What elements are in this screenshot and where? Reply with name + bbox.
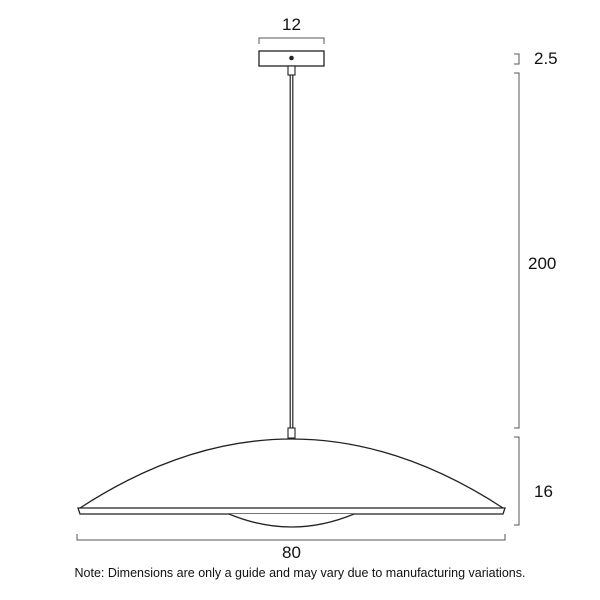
cord-grip-bottom bbox=[288, 428, 295, 438]
cord-length-dimension bbox=[514, 73, 556, 428]
shade-width-label: 80 bbox=[282, 543, 301, 562]
canopy-height-dimension bbox=[514, 49, 558, 68]
ceiling-canopy bbox=[259, 51, 324, 75]
shade-rim bbox=[78, 508, 505, 514]
canopy-height-label: 2.5 bbox=[534, 49, 558, 68]
canopy-width-dimension bbox=[259, 15, 324, 44]
shade-height-dimension bbox=[514, 437, 553, 525]
diffuser bbox=[229, 514, 354, 527]
disclaimer-note: Note: Dimensions are only a guide and may vary due to manufacturing variations. bbox=[74, 566, 526, 580]
suspension-cord bbox=[290, 75, 293, 428]
cord-grip-top bbox=[288, 66, 295, 75]
lamp-shade bbox=[78, 428, 505, 527]
shade-width-dimension bbox=[77, 534, 505, 562]
canopy-width-label: 12 bbox=[282, 15, 301, 34]
shade-dome bbox=[80, 439, 503, 508]
canopy-screw bbox=[289, 56, 294, 61]
shade-height-label: 16 bbox=[534, 482, 553, 501]
cord-length-label: 200 bbox=[528, 254, 557, 273]
